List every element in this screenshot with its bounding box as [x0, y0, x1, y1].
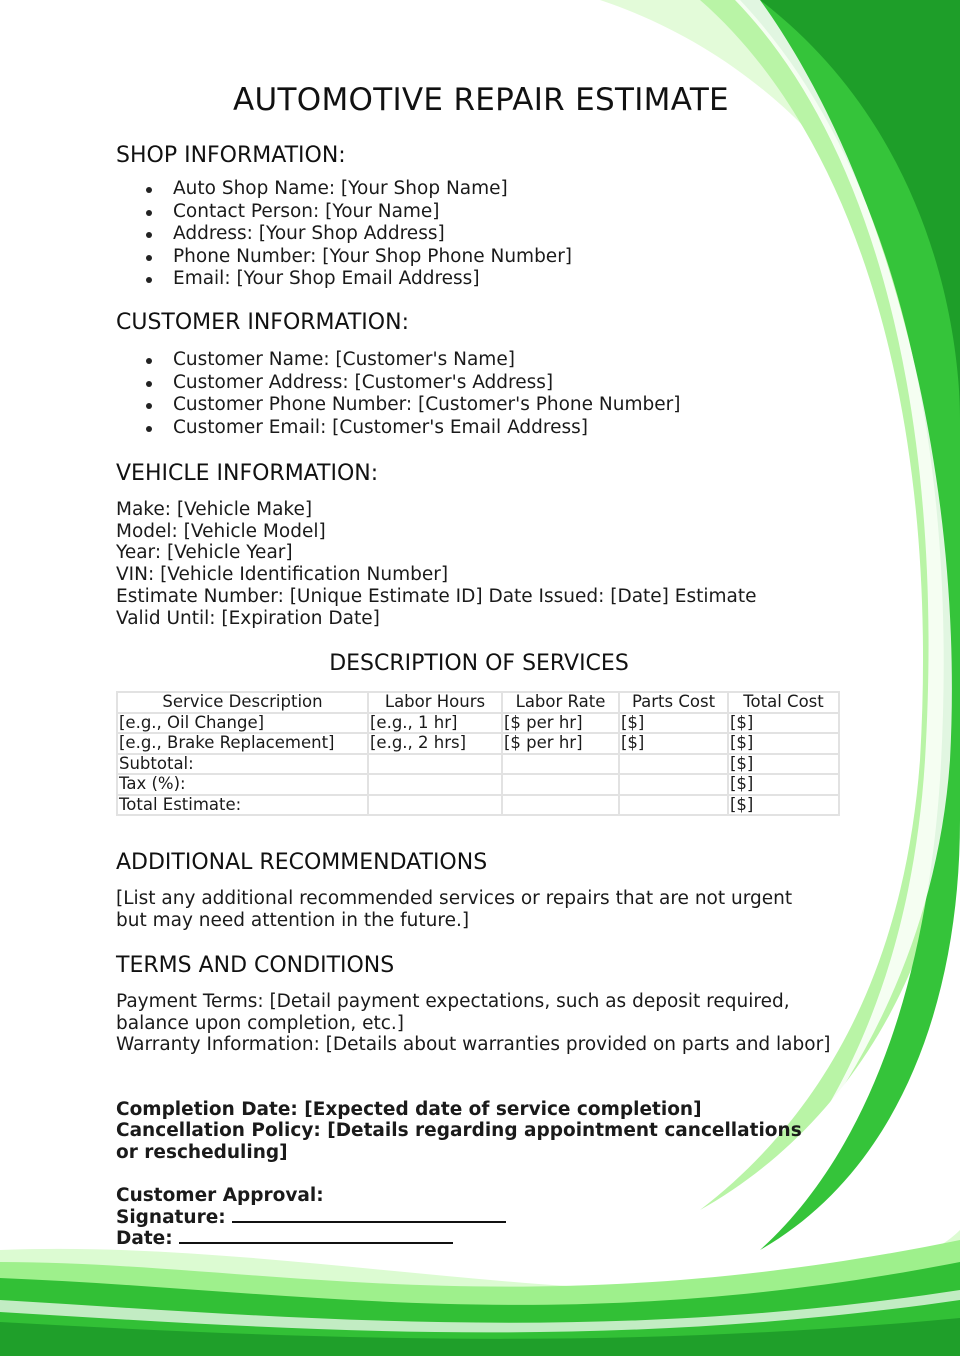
table-cell: [e.g., Oil Change] — [117, 713, 368, 734]
column-header: Parts Cost — [619, 692, 728, 713]
list-item: Customer Phone Number: [Customer's Phone Number] — [146, 394, 680, 417]
table-cell — [502, 774, 619, 795]
table-cell: [$] — [728, 754, 839, 775]
shop-info-list — [146, 178, 572, 291]
list-item: Customer Address: [Customer's Address] — [146, 372, 680, 395]
shop-info-heading: SHOP INFORMATION: — [116, 143, 346, 168]
table-cell — [619, 754, 728, 775]
table-cell: [e.g., 1 hr] — [368, 713, 502, 734]
vehicle-line: Valid Until: [Expiration Date] — [116, 607, 380, 629]
cancellation-policy: Cancellation Policy: [Details regarding appointment cancellations or rescheduling] — [116, 1120, 802, 1163]
customer-info-list — [146, 349, 680, 439]
table-cell: [$] — [728, 733, 839, 754]
table-cell: Tax (%): — [117, 774, 368, 795]
column-header: Labor Rate — [502, 692, 619, 713]
services-heading: DESCRIPTION OF SERVICES — [329, 651, 629, 676]
table-cell — [619, 774, 728, 795]
recommendations-heading: ADDITIONAL RECOMMENDATIONS — [116, 850, 488, 875]
list-item: Customer Email: [Customer's Email Address] — [146, 417, 680, 440]
date-label: Date: — [116, 1228, 173, 1250]
services-table — [116, 691, 840, 816]
signature-row — [116, 1207, 506, 1229]
column-header: Service Description — [117, 692, 368, 713]
list-item: Address: [Your Shop Address] — [146, 223, 572, 246]
table-cell: [e.g., 2 hrs] — [368, 733, 502, 754]
vehicle-line: VIN: [Vehicle Identification Number] — [116, 564, 449, 586]
payment-terms: Payment Terms: [Detail payment expectations, such as deposit required, balance upon completion, etc.] — [116, 991, 790, 1034]
table-cell — [368, 754, 502, 775]
table-row — [117, 795, 839, 816]
approval-block — [116, 1185, 506, 1250]
date-line[interactable] — [179, 1228, 453, 1244]
table-cell: [$] — [619, 713, 728, 734]
table-cell: Total Estimate: — [117, 795, 368, 816]
table-cell: [$] — [728, 774, 839, 795]
table-cell — [368, 795, 502, 816]
customer-info-heading: CUSTOMER INFORMATION: — [116, 310, 409, 335]
date-row — [116, 1228, 506, 1250]
list-item: Phone Number: [Your Shop Phone Number] — [146, 246, 572, 269]
approval-heading: Customer Approval: — [116, 1185, 324, 1206]
table-row — [117, 713, 839, 734]
vehicle-info-lines — [116, 499, 757, 629]
table-row — [117, 774, 839, 795]
table-cell — [619, 795, 728, 816]
list-item: Auto Shop Name: [Your Shop Name] — [146, 178, 572, 201]
list-item: Customer Name: [Customer's Name] — [146, 349, 680, 372]
completion-date: Completion Date: [Expected date of service completion] — [116, 1099, 702, 1120]
vehicle-line: Year: [Vehicle Year] — [116, 542, 293, 564]
terms-heading: TERMS AND CONDITIONS — [116, 953, 395, 978]
table-cell: Subtotal: — [117, 754, 368, 775]
table-cell — [502, 795, 619, 816]
table-row — [117, 733, 839, 754]
table-cell: [$ per hr] — [502, 733, 619, 754]
table-row — [117, 754, 839, 775]
vehicle-line: Make: [Vehicle Make] — [116, 499, 313, 520]
list-item: Contact Person: [Your Name] — [146, 201, 572, 224]
signature-label: Signature: — [116, 1206, 226, 1228]
vehicle-info-heading: VEHICLE INFORMATION: — [116, 461, 379, 486]
table-cell: [$] — [728, 795, 839, 816]
signature-line[interactable] — [232, 1207, 506, 1223]
list-item: Email: [Your Shop Email Address] — [146, 268, 572, 291]
column-header: Labor Hours — [368, 692, 502, 713]
table-cell: [$] — [619, 733, 728, 754]
table-cell: [$] — [728, 713, 839, 734]
warranty-info: Warranty Information: [Details about warranties provided on parts and labor] — [116, 1034, 831, 1055]
vehicle-line: Estimate Number: [Unique Estimate ID] Date Issued: [Date] Estimate — [116, 585, 757, 607]
table-header-row — [117, 692, 839, 713]
page-title: AUTOMOTIVE REPAIR ESTIMATE — [233, 82, 729, 118]
column-header: Total Cost — [728, 692, 839, 713]
table-cell: [$ per hr] — [502, 713, 619, 734]
table-cell — [502, 754, 619, 775]
recommendations-text: [List any additional recommended services or repairs that are not urgent but may need attention in the future.] — [116, 888, 793, 931]
vehicle-line: Model: [Vehicle Model] — [116, 520, 326, 542]
table-cell: [e.g., Brake Replacement] — [117, 733, 368, 754]
table-cell — [368, 774, 502, 795]
